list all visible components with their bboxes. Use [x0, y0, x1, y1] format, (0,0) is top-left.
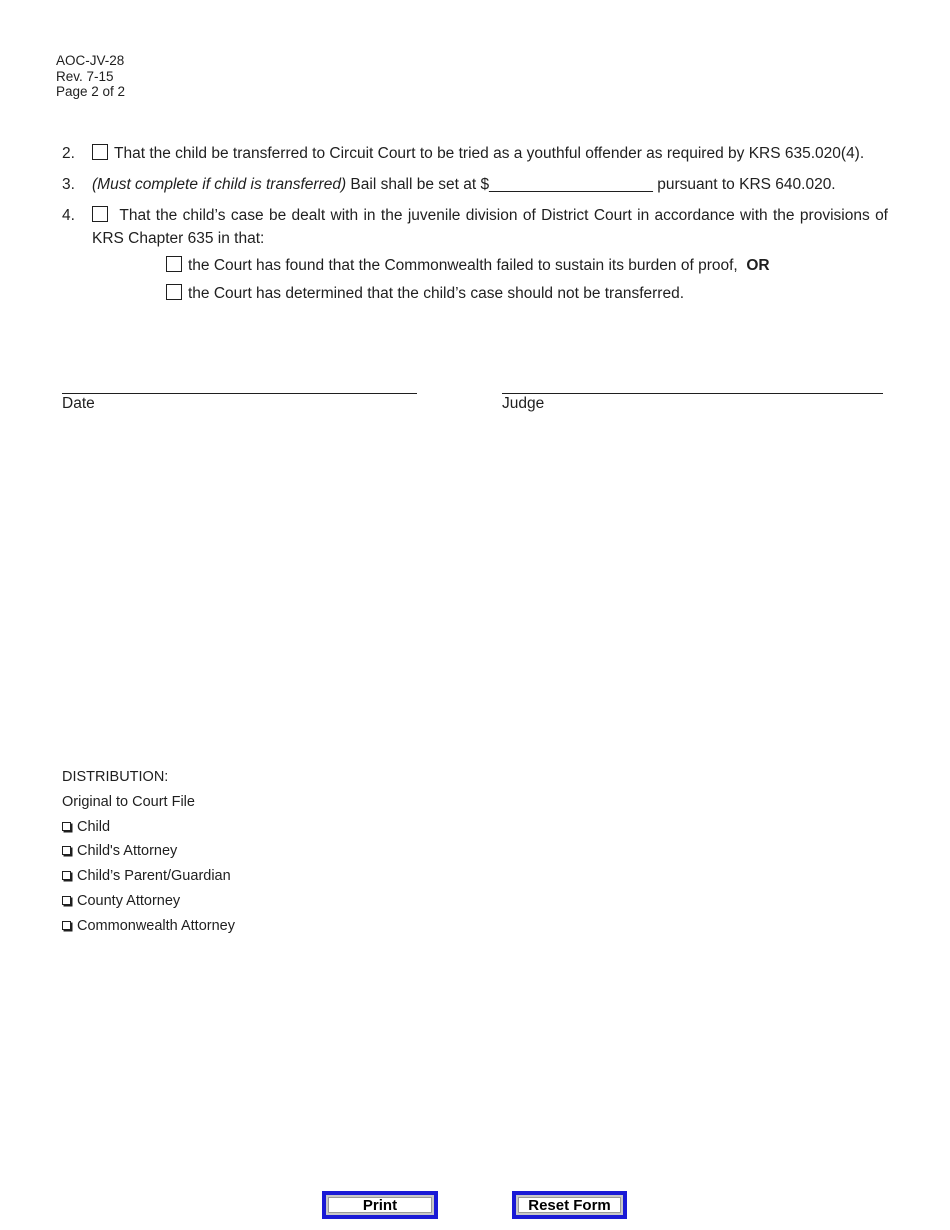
print-button[interactable]	[322, 1191, 438, 1219]
transfer-circuit-court-checkbox[interactable]	[92, 144, 108, 160]
page-number: Page 2 of 2	[56, 84, 126, 99]
form-revision: Rev. 7-15	[56, 68, 114, 84]
distribution-item: Child’s Parent/Guardian	[62, 864, 235, 889]
item-text: That the child be transferred to Circuit Court to be tried as a youthful offender as required by KRS 635.020(4).	[114, 145, 865, 162]
option-or: OR	[746, 257, 770, 274]
checkbox-icon	[62, 871, 71, 880]
checkbox-icon	[62, 921, 71, 930]
juvenile-division-checkbox[interactable]	[92, 206, 108, 222]
distribution-list	[62, 765, 235, 939]
bail-amount-field[interactable]: ___________________	[489, 176, 653, 193]
item-2	[62, 142, 888, 165]
distribution-item: Child	[62, 815, 235, 840]
item-4	[62, 204, 888, 250]
distribution-item: Commonwealth Attorney	[62, 914, 235, 939]
option-burden-of-proof	[166, 256, 770, 276]
burden-of-proof-checkbox[interactable]	[166, 256, 182, 272]
reset-form-button-label: Reset Form	[518, 1197, 621, 1213]
date-signature-line[interactable]	[62, 393, 417, 394]
form-id: AOC-JV-28	[56, 53, 125, 68]
bail-text: Bail shall be set at $	[346, 176, 490, 193]
option-text: the Court has determined that the child’s case should not be transferred.	[188, 285, 685, 302]
bail-text-after: pursuant to KRS 640.020.	[652, 176, 836, 193]
distribution-original: Original to Court File	[62, 793, 195, 810]
judge-signature-line[interactable]	[502, 393, 883, 394]
item-number: 3.	[62, 176, 75, 193]
distribution-title: DISTRIBUTION:	[62, 769, 169, 785]
distribution-item: County Attorney	[62, 889, 235, 914]
date-label: Date	[62, 395, 95, 412]
checkbox-icon	[62, 896, 71, 905]
not-transferred-checkbox[interactable]	[166, 284, 182, 300]
form-header	[56, 53, 125, 100]
checkbox-icon	[62, 822, 71, 831]
item-number: 2.	[62, 145, 75, 162]
option-not-transferred	[166, 284, 684, 304]
item-3	[62, 173, 888, 196]
option-text: the Court has found that the Commonwealth failed to sustain its burden of proof,	[188, 257, 738, 274]
checkbox-icon	[62, 846, 71, 855]
item-number: 4.	[62, 207, 75, 224]
item-text: That the child’s case be dealt with in the juvenile division of District Court in accordance with the provisions of KRS Chapter 635 in that:	[92, 207, 888, 247]
judge-label: Judge	[502, 395, 545, 412]
item-italic-note: (Must complete if child is transferred)	[92, 176, 347, 193]
reset-form-button[interactable]	[512, 1191, 627, 1219]
print-button-label: Print	[328, 1197, 432, 1213]
distribution-item: Child's Attorney	[62, 839, 235, 864]
